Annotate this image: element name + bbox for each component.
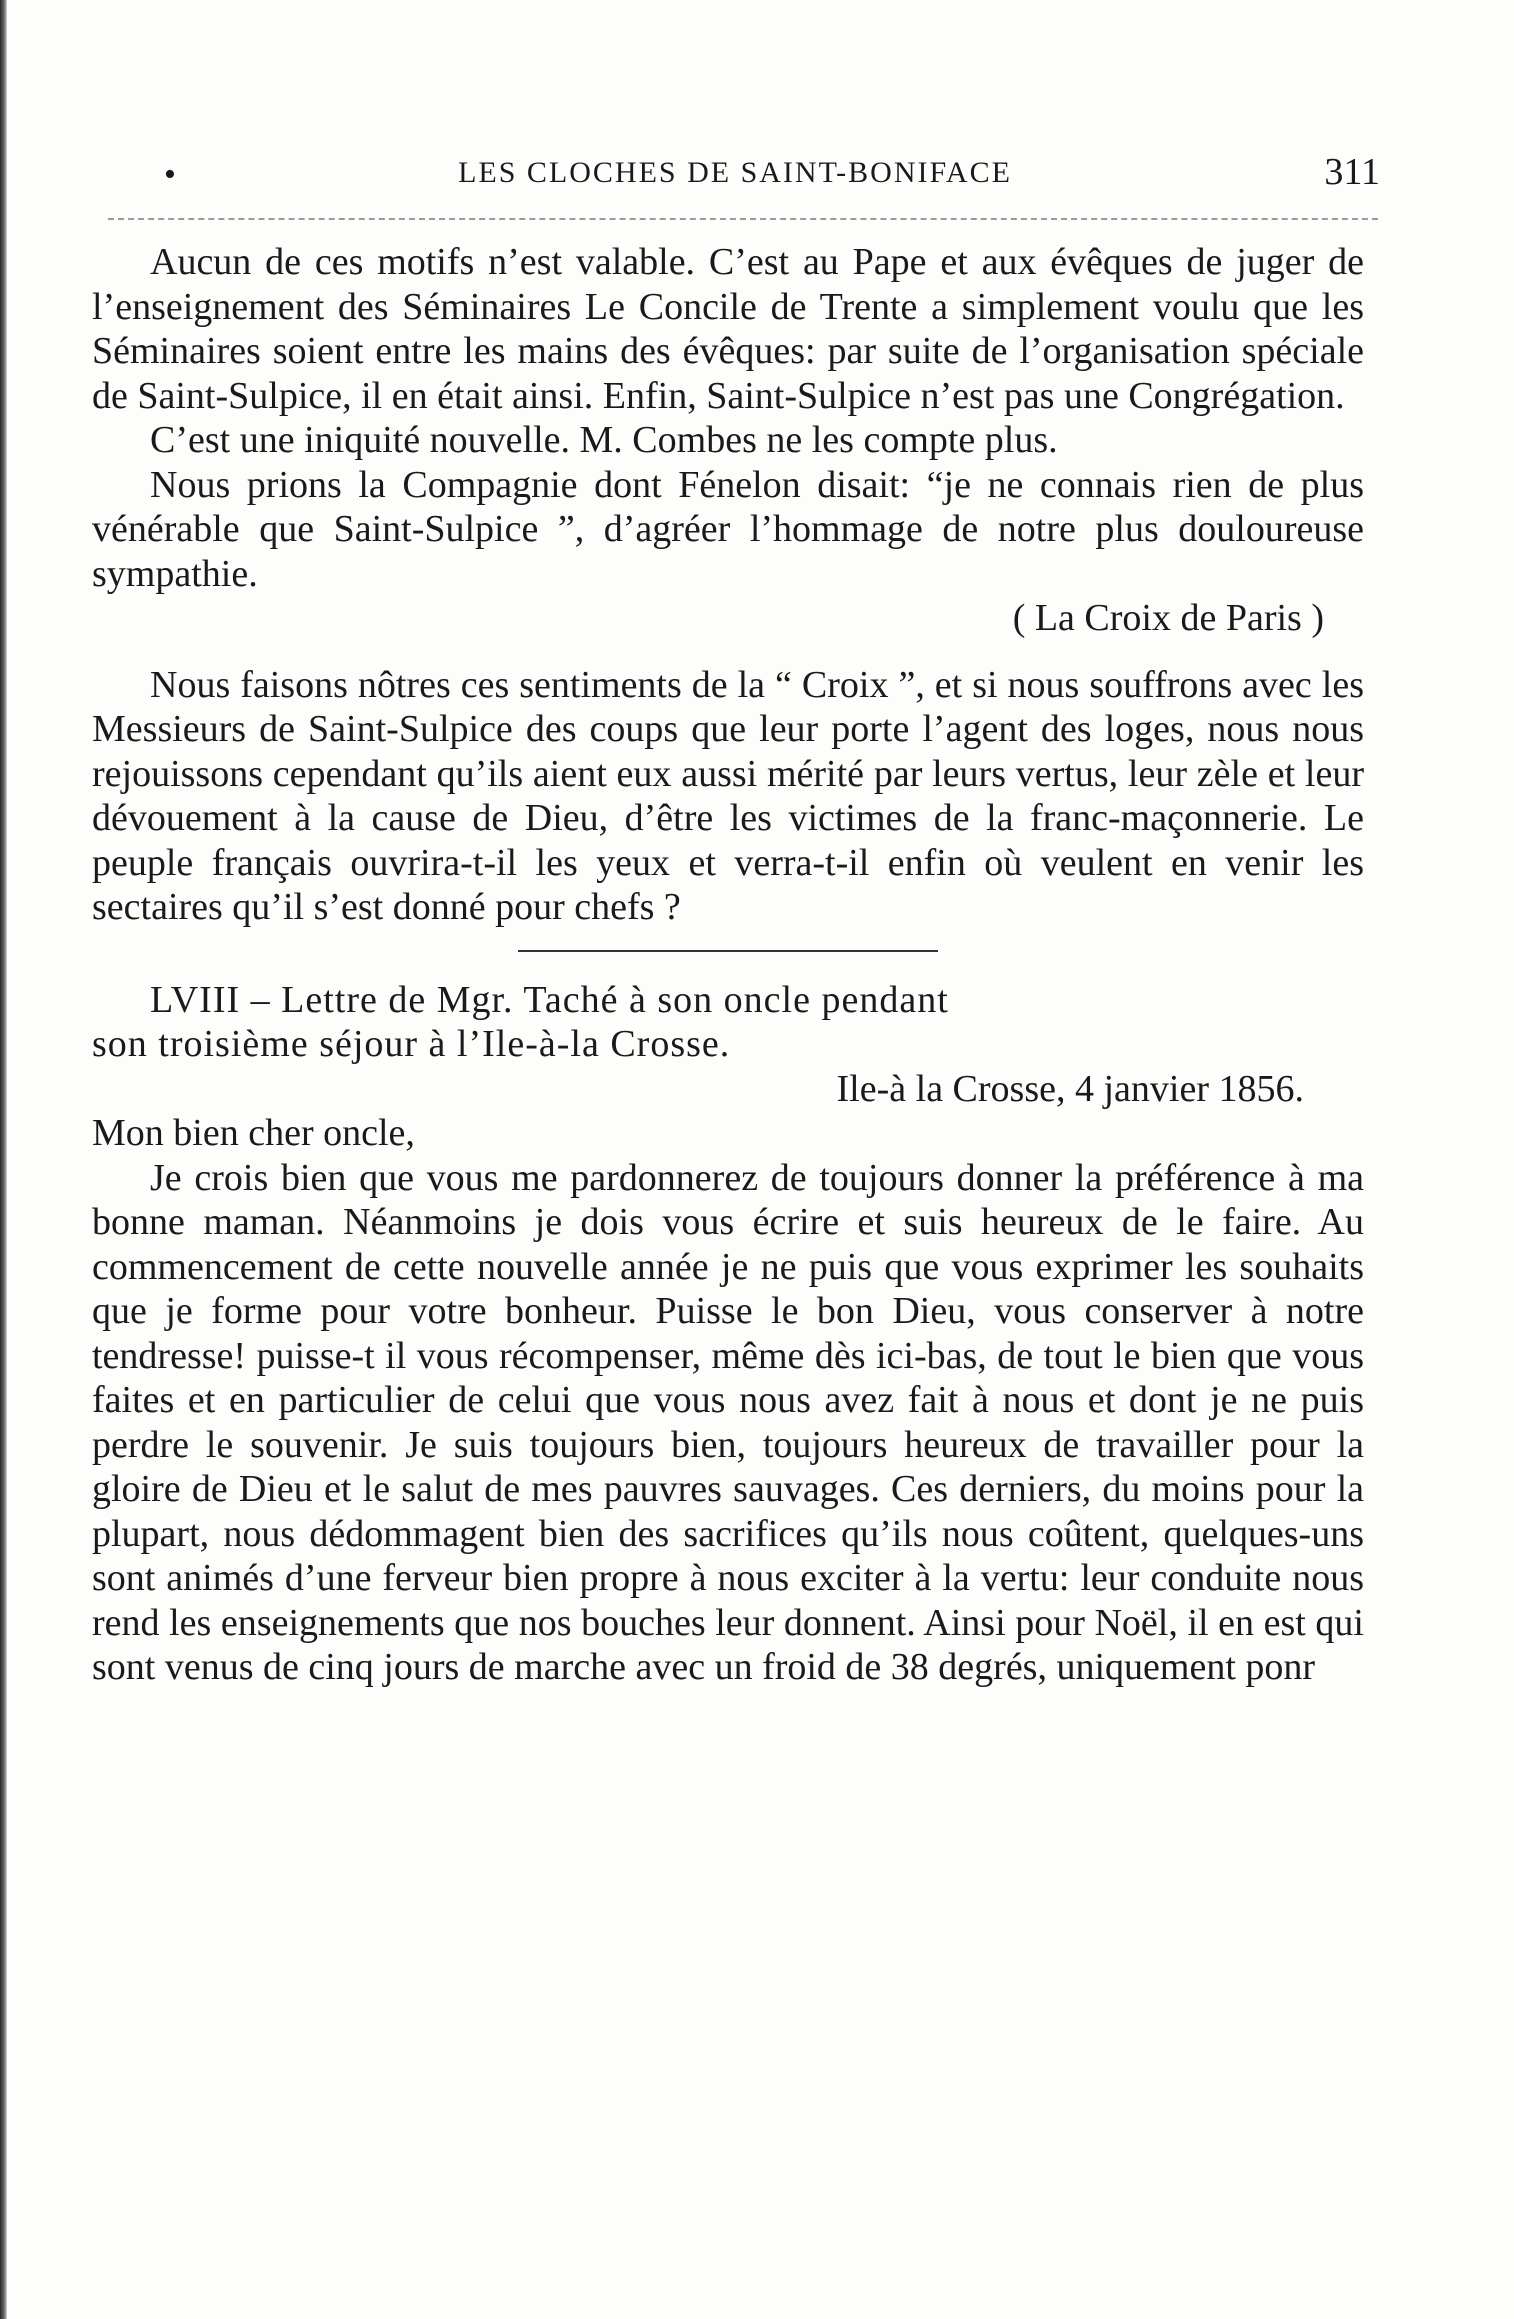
- quote-attribution: ( La Croix de Paris ): [1012, 597, 1324, 639]
- quote-paragraph-2: C’est une iniquité nouvelle. M. Combes ne les compte plus.: [150, 419, 1058, 461]
- letter-dateline: Ile-à la Crosse, 4 janvier 1856.: [836, 1067, 1304, 1110]
- letter-heading-line-2: son troisième séjour à l’Ile-à-la Crosse.: [92, 1023, 731, 1065]
- header-rule: [108, 218, 1378, 220]
- header-bullet: •: [164, 156, 176, 193]
- page-body: [92, 240, 1364, 1690]
- letter-salutation: Mon bien cher oncle,: [92, 1112, 415, 1154]
- running-title: LES CLOCHES DE SAINT-BONIFACE: [458, 156, 1012, 189]
- letter-body: Je crois bien que vous me pardonnerez de toujours donner la préférence à ma bonne maman. Néanmoins je dois vous écrire et suis heureux de le faire. Au commencement de cette nouvelle année je ne puis que vous exprimer les souhaits que je forme pour votre bonheur. Puisse le bon Dieu, vous conserver à notre tendresse! puisse-t il vous récompenser, même dès ici-bas, de tout le bien que vous faites et en particulier de celui que vous nous avez fait à nous et dont je ne puis perdre le souvenir. Je suis toujours bien, toujours heureux de travailler pour la gloire de Dieu et le salut de mes pauvres sauvages. Ces derniers, du moins pour la plupart, nous dédommagent bien des sacrifices qu’ils nous coûtent, quelques-uns sont animés d’une ferveur bien propre à nous exciter à la vertu: leur conduite nous rend les enseignements que nos bouches leur donnent. Ainsi pour Noël, il en est qui sont venus de cinq jours de marche avec un froid de 38 degrés, uniquement ponr: [92, 1156, 1364, 1688]
- running-header: [90, 148, 1380, 198]
- quote-paragraph-1: Aucun de ces motifs n’est valable. C’est au Pape et aux évêques de juger de l’enseignement des Séminaires Le Concile de Trente a simplement voulu que les Séminaires soient entre les mains des évêques: par suite de l’organisation spéciale de Saint-Sulpice, il en était ainsi. Enfin, Saint-Sulpice n’est pas une Congrégation.: [92, 241, 1364, 417]
- page-spine-edge: [0, 0, 7, 2319]
- quote-paragraph-3: Nous prions la Compagnie dont Fénelon disait: “je ne connais rien de plus vénérable que Saint-Sulpice ”, d’agréer l’hommage de notre plus douloureuse sympathie.: [92, 463, 1364, 595]
- letter-heading-line-1: LVIII – Lettre de Mgr. Taché à son oncle pendant: [150, 978, 949, 1021]
- page-number: 311: [1324, 151, 1380, 193]
- commentary-paragraph: Nous faisons nôtres ces sentiments de la “ Croix ”, et si nous souffrons avec les Messieurs de Saint-Sulpice des coups que leur porte l’agent des loges, nous nous rejouissons cependant qu’ils aient eux aussi mérité par leurs vertus, leur zèle et leur dévouement à la cause de Dieu, d’être les victimes de la franc-maçonnerie. Le peuple français ouvrira-t-il les yeux et verra-t-il enfin où veulent en venir les sectaires qu’il s’est donné pour chefs ?: [92, 663, 1364, 928]
- spacer: [92, 641, 1364, 663]
- section-divider: [518, 950, 938, 952]
